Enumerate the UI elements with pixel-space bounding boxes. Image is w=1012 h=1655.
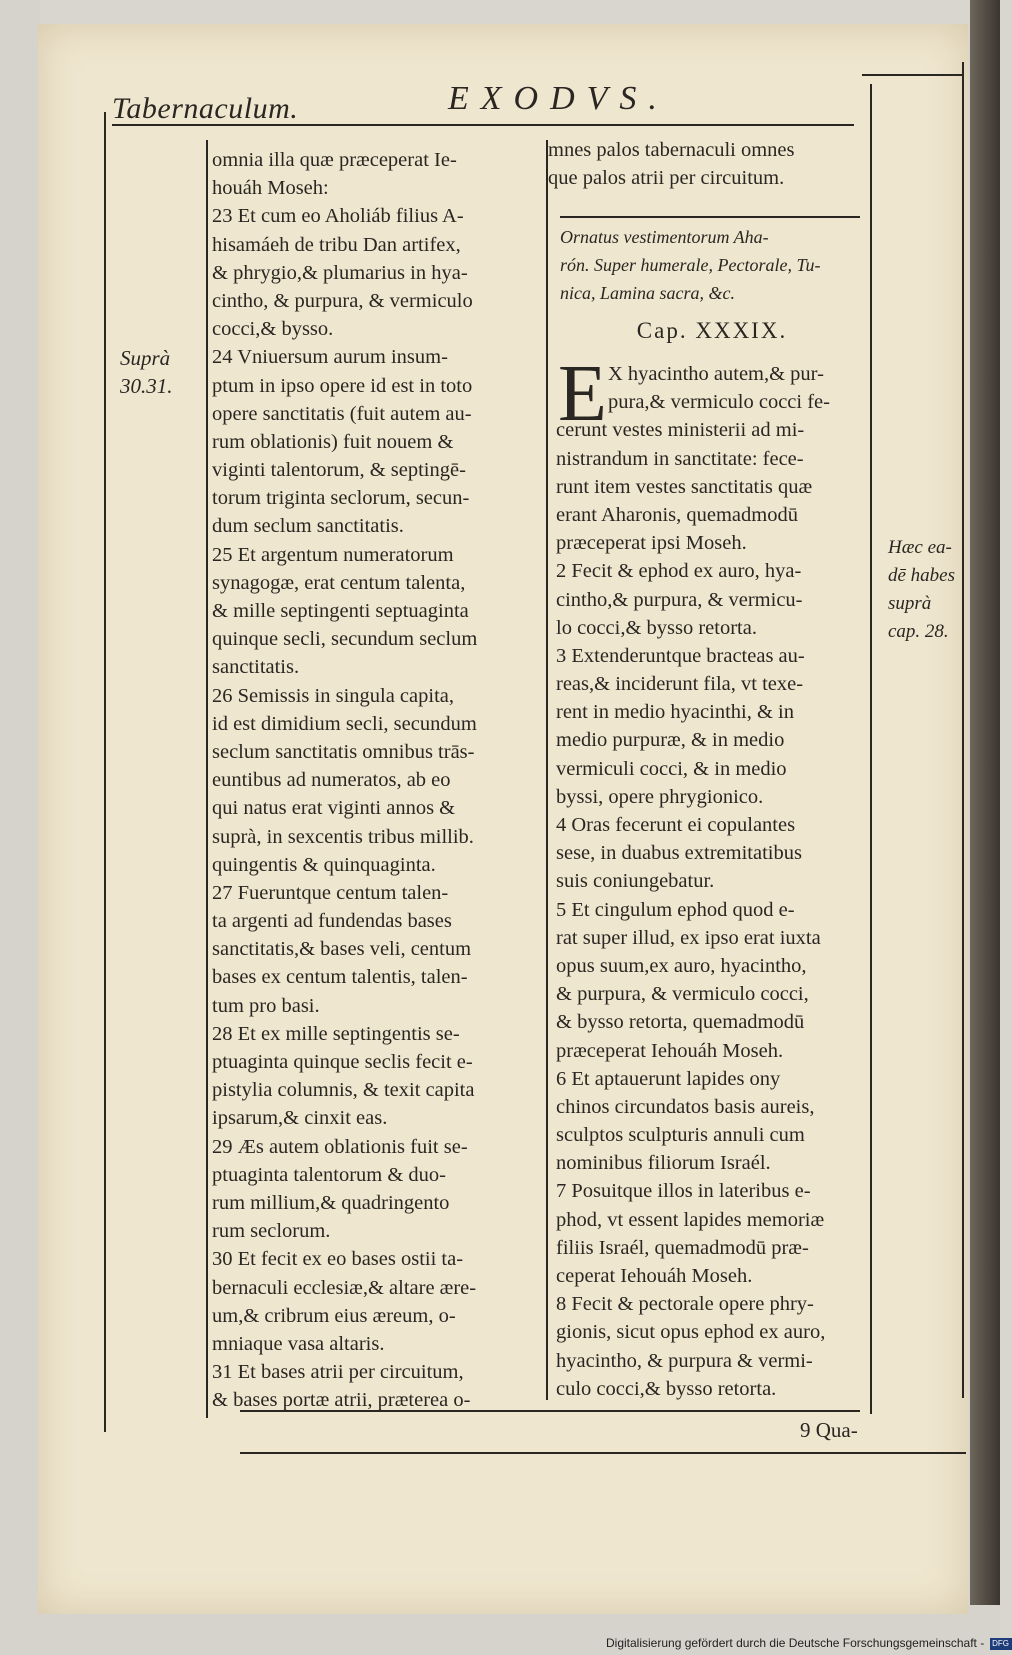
text-line: runt item vestes sanctitatis quæ — [556, 475, 813, 498]
text-line: ipsarum,& cinxit eas. — [212, 1107, 388, 1130]
text-line: bases ex centum talentis, talen- — [212, 966, 468, 989]
text-line: mniaque vasa altaris. — [212, 1332, 385, 1355]
text-line: tum pro basi. — [212, 994, 320, 1017]
text-line: que palos atrii per circuitum. — [548, 167, 785, 190]
text-line: dum seclum sanctitatis. — [212, 515, 404, 538]
margin-note-line: dē habes — [888, 565, 956, 586]
text-line: 3 Extenderuntque bracteas au- — [556, 644, 805, 667]
text-line: præceperat Iehouáh Moseh. — [556, 1039, 784, 1062]
text-line: 4 Oras fecerunt ei copulantes — [556, 814, 796, 836]
text-line: 2 Fecit & ephod ex auro, hya- — [556, 560, 802, 583]
right-margin-rule — [870, 84, 872, 1414]
text-line: hyacintho, & purpura & vermi- — [556, 1349, 813, 1372]
text-line: opere sanctitatis (fuit autem au- — [212, 402, 472, 425]
running-title: Tabernaculum. — [112, 92, 299, 125]
text-line: 30 Et fecit ex eo bases ostii ta- — [212, 1248, 464, 1271]
text-line: gionis, sicut opus ephod ex auro, — [556, 1321, 826, 1344]
drop-capital: E — [558, 350, 607, 438]
text-line: filiis Israél, quemadmodū præ- — [556, 1236, 809, 1259]
text-line: 25 Et argentum numeratorum — [212, 543, 454, 566]
book-spine-edge — [970, 0, 1000, 1655]
text-line: 31 Et bases atrii per circuitum, — [212, 1361, 464, 1384]
text-line: pura,& vermiculo cocci fe- — [608, 391, 830, 414]
text-line: 24 Vniuersum aurum insum- — [212, 346, 448, 369]
text-line: sanctitatis. — [212, 656, 300, 679]
caption-top-rule — [560, 216, 860, 218]
text-line: phod, vt essent lapides memoriæ — [556, 1208, 825, 1231]
text-line: & bases portæ atrii, prætereа o- — [212, 1389, 471, 1412]
margin-note-right — [888, 534, 955, 646]
text-line: id est dimidium secli, secundum — [212, 712, 477, 735]
bottom-rule-lower — [240, 1452, 966, 1454]
digitization-credit — [606, 1636, 1012, 1650]
text-line: mnes palos tabernaculi omnes — [548, 139, 795, 161]
caption-line: Ornatus vestimentorum Aha- — [560, 227, 769, 247]
text-line: ta argenti ad fundendas bases — [212, 910, 452, 933]
text-line: & bysso retorta, quemadmodū — [556, 1011, 805, 1034]
right-text-column — [556, 350, 868, 1403]
text-line: 7 Posuitque illos in lateribus e- — [556, 1180, 811, 1203]
text-line: opus suum,ex auro, hyacintho, — [556, 954, 807, 977]
text-line: byssi, opere phrygionico. — [556, 785, 764, 808]
text-line: & phrygio,& plumarius in hya- — [212, 261, 468, 284]
text-line: 5 Et cingulum ephod quod e- — [556, 898, 795, 921]
text-line: lo cocci,& bysso retorta. — [556, 616, 757, 639]
text-line: X hyacintho autem,& pur- — [608, 363, 824, 385]
catchword: 9 Qua- — [800, 1418, 858, 1442]
text-line: ptuaginta talentorum & duo- — [212, 1163, 446, 1186]
text-line: chinos circundatos basis aureis, — [556, 1095, 815, 1118]
text-line: sculptos sculpturis annuli cum — [556, 1124, 805, 1147]
column-divider-rule — [546, 140, 548, 1400]
text-line: rent in medio hyacinthi, & in — [556, 701, 794, 724]
text-line: præceperat ipsi Moseh. — [556, 532, 747, 555]
text-line: & purpura, & vermiculo cocci, — [556, 983, 809, 1006]
caption-line: rón. Super humerale, Pectorale, Tu- — [560, 255, 821, 276]
left-margin-rule — [206, 140, 208, 1418]
credit-text: Digitalisierung gefördert durch die Deutsche Forschungsgemeinschaft - — [606, 1636, 985, 1650]
text-line: rum millium,& quadringento — [212, 1191, 450, 1214]
margin-note-line: Suprà — [120, 346, 171, 370]
text-line: houáh Moseh: — [212, 177, 329, 200]
margin-note-line: suprà — [888, 593, 932, 614]
dfg-logo-icon: DFG — [990, 1638, 1012, 1650]
text-line: synagogæ, erat centum talenta, — [212, 571, 466, 594]
text-line: 28 Et ex mille septingentis se- — [212, 1022, 460, 1045]
text-line: nominibus filiorum Israél. — [556, 1152, 771, 1175]
text-line: um,& cribrum eius æreum, o- — [212, 1304, 456, 1327]
text-line: bernaculi ecclesiæ,& altare ære- — [212, 1276, 477, 1299]
text-line: erant Aharonis, quemadmodū — [556, 503, 798, 526]
text-line: 29 Æs autem oblationis fuit se- — [212, 1135, 468, 1158]
left-text-column — [212, 146, 542, 1414]
text-line: seclum sanctitatis omnibus trās- — [212, 740, 475, 763]
text-line: rat super illud, ex ipso erat iuxta — [556, 926, 821, 949]
text-line: omnia illa quæ præceperat Ie- — [212, 149, 457, 171]
text-line: ptuaginta quinque seclis fecit e- — [212, 1051, 473, 1073]
text-line: ptum in ipso opere id est in toto — [212, 374, 473, 397]
text-line: cintho, & purpura, & vermiculo — [212, 289, 473, 312]
text-line: suprà, in sexcentis tribus millib. — [212, 825, 474, 848]
margin-note-line: 30.31. — [120, 374, 173, 398]
text-line: rum oblationis) fuit nouem & — [212, 430, 454, 453]
text-line: medio purpuræ, & in medio — [556, 729, 785, 752]
margin-note-left — [120, 344, 173, 400]
book-title: EXODVS. — [448, 80, 669, 117]
text-line: quingentis & quinquaginta. — [212, 853, 436, 876]
text-line: pistylia columnis, & texit capita — [212, 1079, 475, 1102]
text-line: cintho,& purpura, & vermicu- — [556, 588, 803, 611]
outer-left-rule — [104, 112, 106, 1432]
chapter-heading: Cap. XXXIX. — [636, 318, 788, 343]
text-line: cocci,& bysso. — [212, 318, 334, 341]
text-line: culo cocci,& bysso retorta. — [556, 1377, 777, 1400]
text-line: reas,& inciderunt fila, vt texe- — [556, 673, 804, 696]
text-line: 23 Et cum eo Aholiáb filius A- — [212, 205, 464, 228]
text-line: 6 Et aptauerunt lapides ony — [556, 1067, 781, 1090]
page-frame-right-rule — [962, 62, 964, 1398]
text-line: 27 Fueruntque centum talen- — [212, 881, 449, 904]
caption-line: nica, Lamina sacra, &c. — [560, 283, 735, 304]
right-column-continuation — [548, 136, 870, 192]
chapter-summary — [560, 224, 870, 309]
text-line: viginti talentorum, & septingē- — [212, 459, 466, 482]
text-line: 8 Fecit & pectorale opere phry- — [556, 1293, 814, 1316]
text-line: torum triginta seclorum, secun- — [212, 487, 470, 510]
text-line: vermiculi cocci, & in medio — [556, 757, 787, 780]
text-line: cerunt vestes ministerii ad mi- — [556, 419, 805, 442]
text-line: nistrandum in sanctitate: fece- — [556, 447, 804, 470]
text-line: 26 Semissis in singula capita, — [212, 684, 454, 707]
text-line: & mille septingenti septuaginta — [212, 600, 469, 622]
text-line: sese, in duabus extremitatibus — [556, 842, 802, 865]
right-column-body — [556, 416, 868, 1403]
text-line: rum seclorum. — [212, 1220, 331, 1243]
margin-note-line: cap. 28. — [888, 621, 949, 642]
text-line: ceperat Iehouáh Moseh. — [556, 1265, 753, 1287]
scan-background-left — [0, 0, 40, 1655]
text-line: euntibus ad numeratos, ab eo — [212, 769, 451, 792]
dropcap-indented-lines — [556, 360, 868, 416]
text-line: hisamáeh de tribu Dan artifex, — [212, 233, 461, 256]
text-line: quinque secli, secundum seclum — [212, 628, 478, 651]
text-line: sanctitatis,& bases veli, centum — [212, 938, 472, 961]
text-line: qui natus erat viginti annos & — [212, 797, 456, 820]
margin-note-line: Hæc ea- — [888, 537, 952, 558]
text-line: suis coniungebatur. — [556, 870, 715, 893]
page-frame-top-rule-outer — [862, 74, 962, 76]
